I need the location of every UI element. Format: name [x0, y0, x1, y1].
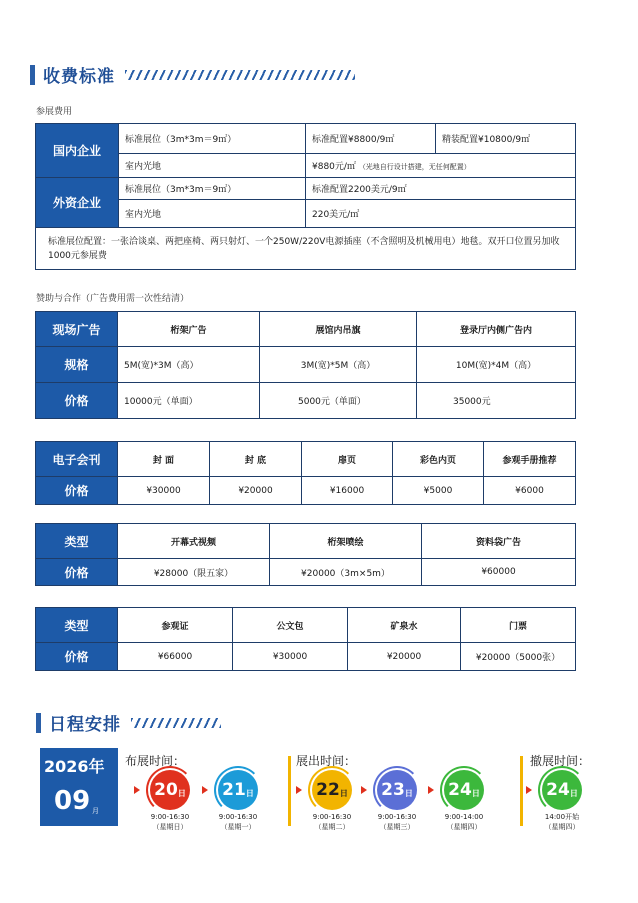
month-unit: 月 — [92, 807, 99, 815]
day-circle — [377, 770, 417, 810]
table-cell: 室内光地 — [119, 154, 306, 178]
table-cell: ¥28000（限五家） — [118, 559, 270, 586]
arrow-right-icon — [428, 786, 434, 794]
table-cell: 门票 — [461, 608, 576, 643]
table-cell: 5M(宽)*3M（高） — [118, 347, 260, 383]
day-number: 24 — [448, 780, 472, 800]
day-unit: 日 — [569, 788, 578, 798]
day-circle — [444, 770, 484, 810]
day-time-range: 9:00-16:30 — [312, 813, 352, 821]
arrow-right-icon — [526, 786, 532, 794]
title-bar-decoration — [30, 65, 35, 85]
day-circle — [218, 770, 258, 810]
table-cell: ¥20000（5000张） — [461, 643, 576, 671]
table-row — [36, 124, 576, 154]
day-number: 20 — [154, 780, 178, 800]
day-time-range: 9:00-16:30 — [150, 813, 190, 821]
day-time — [429, 812, 499, 832]
table-cell: 封 面 — [118, 442, 210, 477]
table-cell: 扉页 — [302, 442, 393, 477]
day-time — [203, 812, 273, 832]
table-cell: 彩色内页 — [393, 442, 484, 477]
config-note: 标准展位配置：一张洽谈桌、两把座椅、两只射灯、一个250W/220V电源插座（不含照明及机械用电）地毯。双开口位置另加收1000元参展费 — [36, 228, 576, 270]
domestic-floor-note: （光地自行设计搭建，无任何配置） — [358, 163, 471, 171]
table-cell: 35000元 — [417, 383, 576, 419]
divider-bar — [520, 756, 523, 826]
day-time — [362, 812, 432, 832]
type2-header: 类型 — [36, 608, 118, 643]
table-row — [36, 383, 576, 419]
table-cell: 矿泉水 — [348, 608, 461, 643]
foreign-label: 外资企业 — [36, 178, 119, 228]
table-cell: ¥20000 — [348, 643, 461, 671]
schedule-year: 2026年 — [44, 757, 105, 776]
day-weekday: （星期二） — [314, 823, 350, 831]
table-cell: 标准展位（3m*3m＝9㎡） — [119, 178, 306, 200]
domestic-label: 国内企业 — [36, 124, 119, 178]
day-unit: 日 — [404, 788, 413, 798]
table-cell: 精装配置¥10800/9㎡ — [436, 124, 576, 154]
price-label: 价格 — [36, 477, 118, 505]
day-time-range: 9:00-16:30 — [218, 813, 258, 821]
arrow-right-icon — [134, 786, 140, 794]
day-circle — [312, 770, 352, 810]
title-bar-decoration — [36, 713, 41, 733]
price-label: 价格 — [36, 643, 118, 671]
table-cell: 开幕式视频 — [118, 524, 270, 559]
arrow-right-icon — [361, 786, 367, 794]
day-time-range: 9:00-14:00 — [444, 813, 484, 821]
date-box — [40, 748, 118, 826]
fees-section-title — [30, 62, 355, 87]
table-cell: 室内光地 — [119, 200, 306, 228]
day-time — [527, 812, 597, 832]
table-row — [36, 228, 576, 270]
day-circle — [150, 770, 190, 810]
table-cell: 标准配置¥8800/9㎡ — [306, 124, 436, 154]
onsite-ad-table — [35, 311, 576, 419]
table-cell: 标准配置2200美元/9㎡ — [306, 178, 576, 200]
day-weekday: （星期四） — [544, 823, 580, 831]
table-cell: 资料袋广告 — [422, 524, 576, 559]
day-unit: 日 — [245, 788, 254, 798]
day-weekday: （星期四） — [446, 823, 482, 831]
table-row — [36, 643, 576, 671]
day-number: 22 — [316, 780, 340, 800]
table-cell: 登录厅内侧广告内 — [417, 312, 576, 347]
ejournal-header: 电子会刊 — [36, 442, 118, 477]
sponsor-subtitle: 赞助与合作（广告费用需一次性结清） — [36, 294, 190, 304]
fees-table — [35, 123, 576, 270]
show-label: 展出时间： — [296, 754, 357, 768]
table-cell: ¥20000（3m×5m） — [270, 559, 422, 586]
table-cell: 标准展位（3m*3m＝9㎡） — [119, 124, 306, 154]
day-time — [297, 812, 367, 832]
table-cell: 5000元（单面） — [260, 383, 417, 419]
slash-decoration — [125, 70, 355, 80]
type1-header: 类型 — [36, 524, 118, 559]
day-unit: 日 — [339, 788, 348, 798]
day-unit: 日 — [177, 788, 186, 798]
table-cell: ¥20000 — [210, 477, 302, 505]
table-row — [36, 608, 576, 643]
table-cell: 3M(宽)*5M（高） — [260, 347, 417, 383]
table-cell: ¥60000 — [422, 559, 576, 586]
table-row — [36, 178, 576, 200]
table-cell: ¥6000 — [484, 477, 576, 505]
slash-decoration — [131, 718, 221, 728]
day-unit: 日 — [471, 788, 480, 798]
table-cell: ¥16000 — [302, 477, 393, 505]
table-cell: ¥5000 — [393, 477, 484, 505]
table-row — [36, 524, 576, 559]
table-cell: ¥30000 — [233, 643, 348, 671]
table-cell: ¥66000 — [118, 643, 233, 671]
table-cell: 桁架喷绘 — [270, 524, 422, 559]
table-cell: ¥30000 — [118, 477, 210, 505]
ejournal-table — [35, 441, 576, 505]
arrow-right-icon — [296, 786, 302, 794]
type1-table — [35, 523, 576, 586]
setup-label: 布展时间： — [125, 754, 186, 768]
table-cell: 公文包 — [233, 608, 348, 643]
table-row — [36, 442, 576, 477]
table-row — [36, 347, 576, 383]
day-weekday: （星期日） — [152, 823, 188, 831]
arrow-right-icon — [202, 786, 208, 794]
table-row — [36, 477, 576, 505]
table-cell — [306, 154, 576, 178]
day-weekday: （星期三） — [379, 823, 415, 831]
day-number: 21 — [222, 780, 246, 800]
type2-table — [35, 607, 576, 671]
fees-title: 收费标准 — [43, 67, 115, 87]
table-cell: 展馆内吊旗 — [260, 312, 417, 347]
price-label: 价格 — [36, 559, 118, 586]
domestic-floor-price: ¥880元/㎡ — [312, 162, 356, 172]
fees-subtitle: 参展费用 — [36, 107, 73, 117]
table-cell: 封 底 — [210, 442, 302, 477]
table-cell: 参观手册推荐 — [484, 442, 576, 477]
table-cell: 10M(宽)*4M（高） — [417, 347, 576, 383]
day-number: 24 — [546, 780, 570, 800]
day-time-range: 9:00-16:30 — [377, 813, 417, 821]
day-time-range: 14:00开始 — [544, 813, 580, 821]
day-time — [135, 812, 205, 832]
table-cell: 220美元/㎡ — [306, 200, 576, 228]
table-cell: 10000元（单面） — [118, 383, 260, 419]
divider-bar — [288, 756, 291, 826]
spec-label: 规格 — [36, 347, 118, 383]
table-cell: 桁架广告 — [118, 312, 260, 347]
day-weekday: （星期一） — [220, 823, 256, 831]
schedule-title: 日程安排 — [49, 715, 121, 735]
schedule-month: 09 — [54, 786, 91, 816]
table-cell: 参观证 — [118, 608, 233, 643]
price-label: 价格 — [36, 383, 118, 419]
day-number: 23 — [381, 780, 405, 800]
teardown-label: 撤展时间： — [530, 754, 591, 768]
onsite-header: 现场广告 — [36, 312, 118, 347]
day-circle — [542, 770, 582, 810]
schedule-section-title — [36, 710, 221, 735]
table-row — [36, 312, 576, 347]
table-row — [36, 559, 576, 586]
